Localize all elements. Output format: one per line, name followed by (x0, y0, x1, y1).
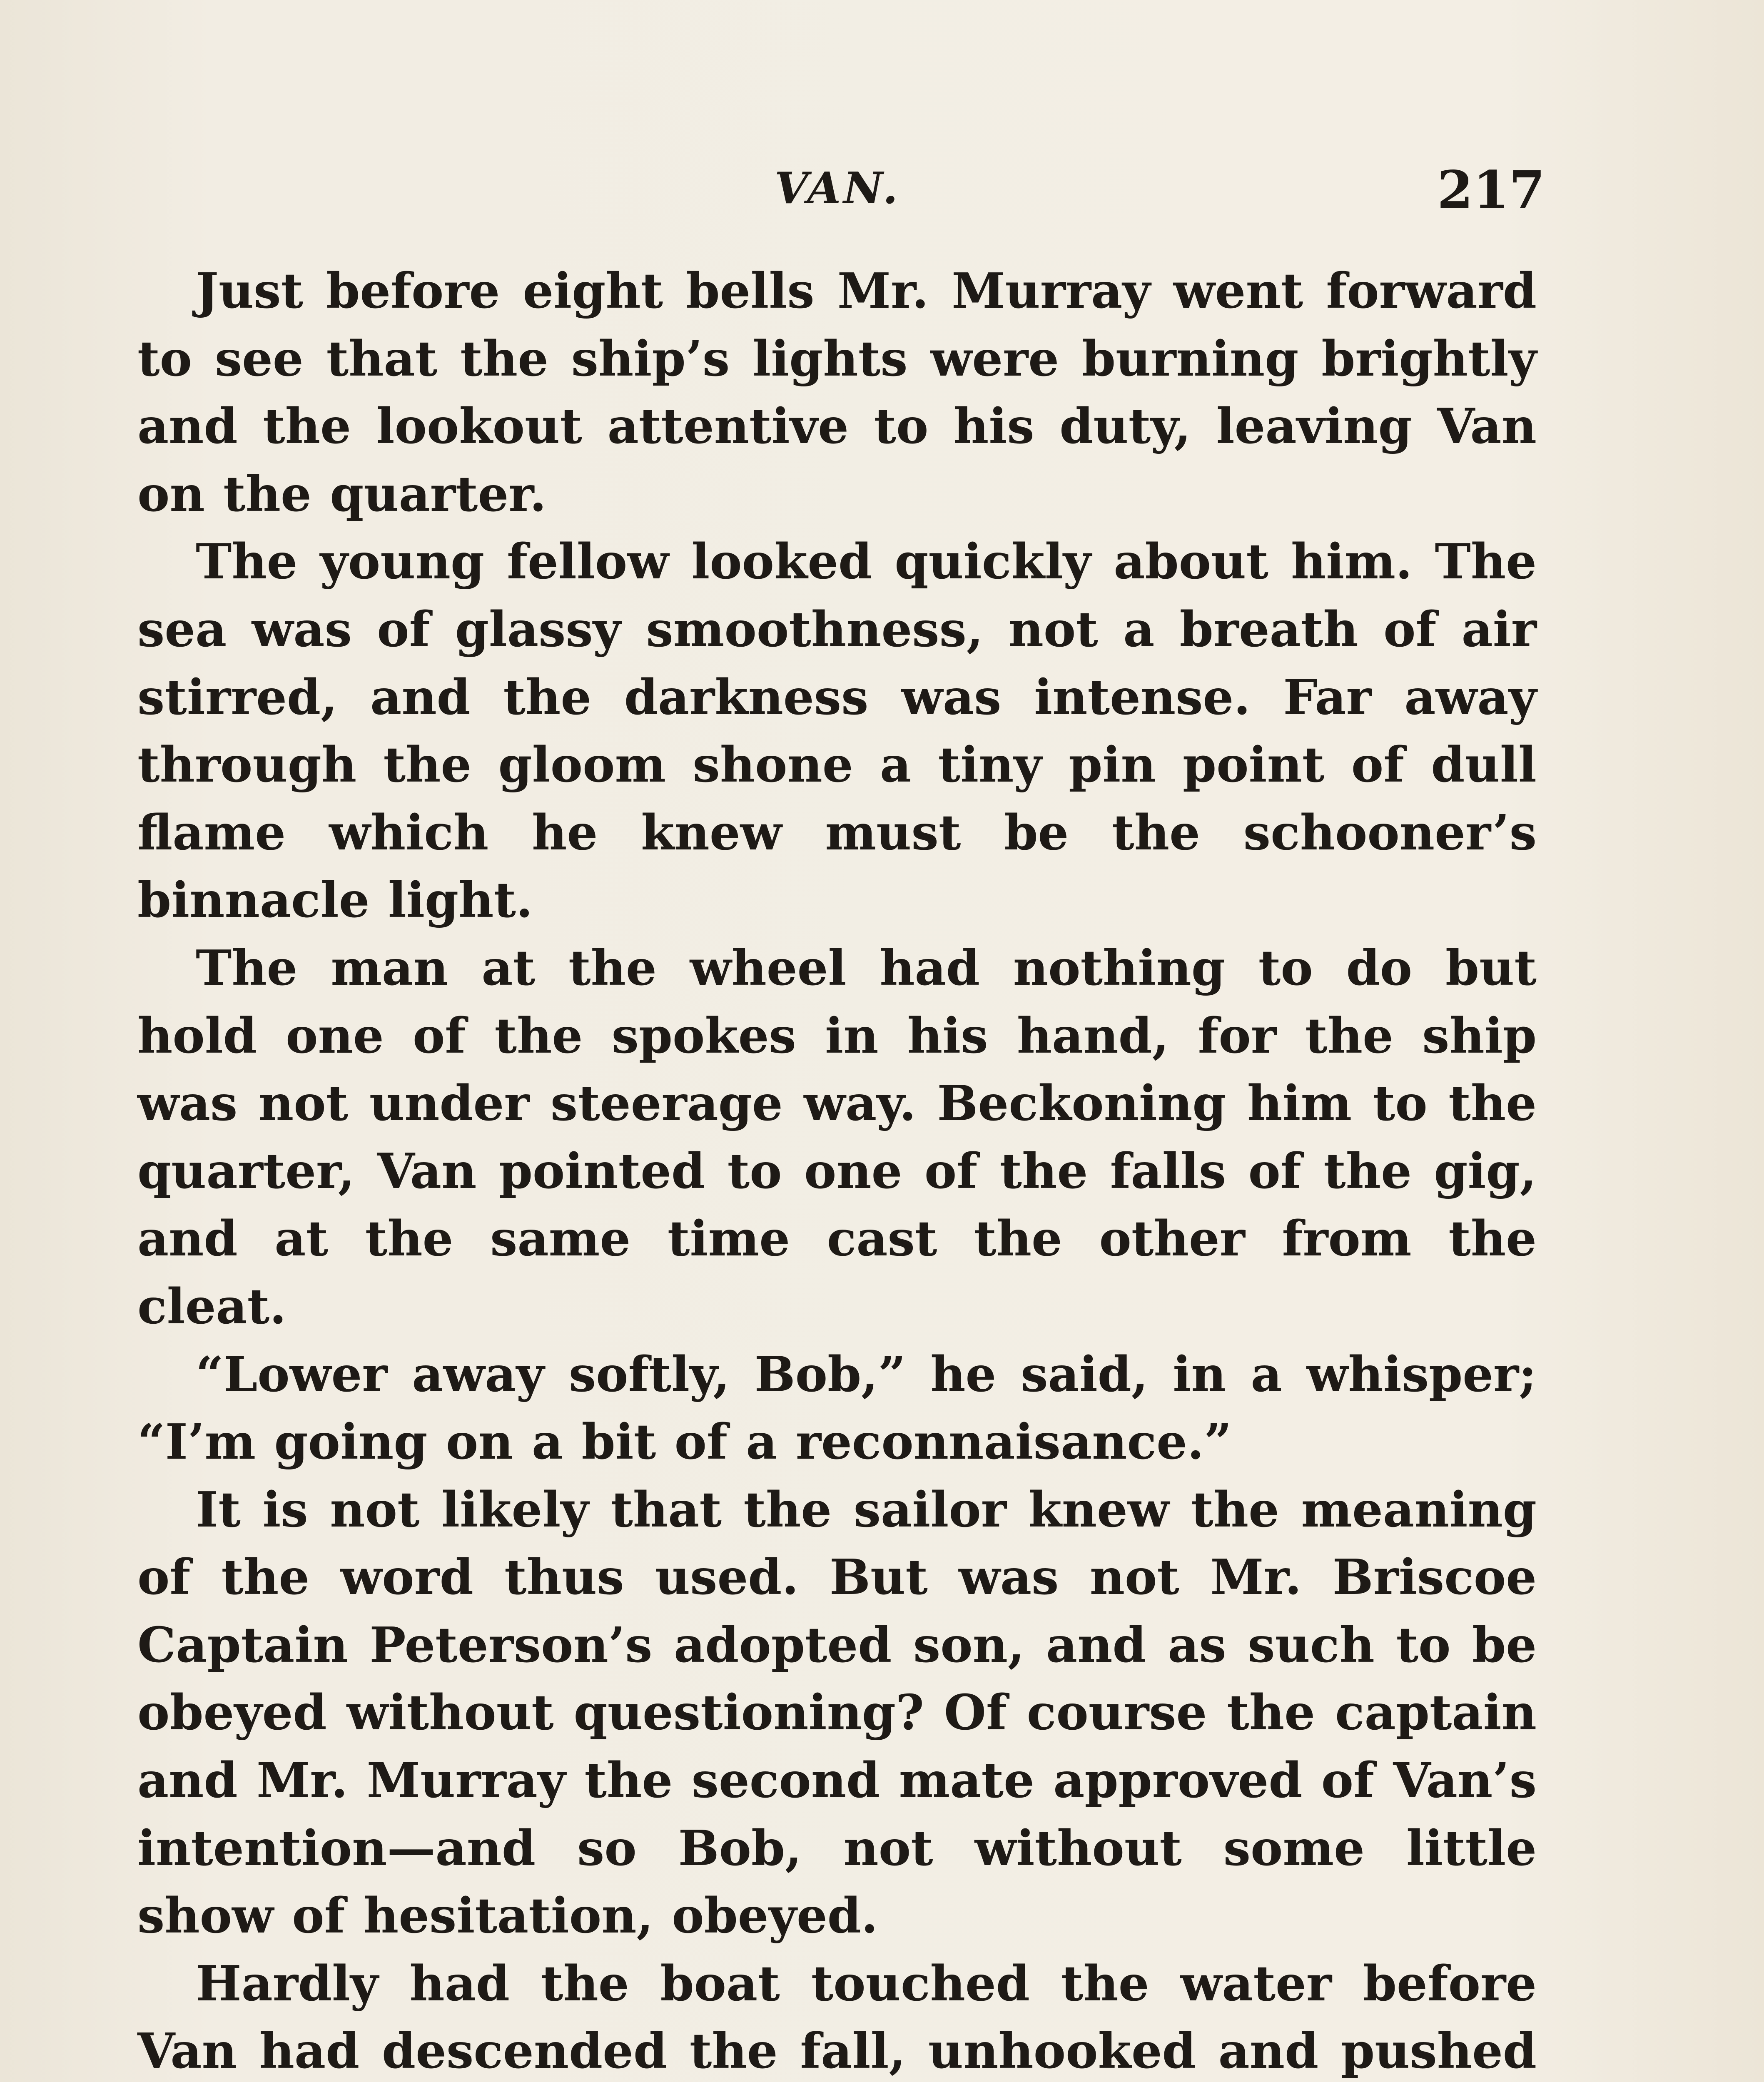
page-number: 217 (1437, 160, 1545, 220)
paragraph: Just before eight bells Mr. Murray went forward to see that the ship’s lights were burning brightly and the lookout attentive to his duty, leaving Van on the quarter. (137, 263, 1537, 523)
running-title: VAN. (775, 162, 900, 214)
paragraph: The young fellow looked quickly about him. The sea was of glassy smoothness, not a breath of air stirred, and the darkness was intense. Far away through the gloom shone a tiny pin point of dull flame which he knew must be the schooner’s binnacle light. (137, 533, 1537, 929)
paragraph: The man at the wheel had nothing to do but hold one of the spokes in his hand, for the ship was not under steerage way. Beckoning him to the quarter, Van pointed to one of the falls of the gig, and at the same time cast the other from the cleat. (137, 939, 1537, 1335)
body-text (137, 257, 1537, 2082)
paragraph: It is not likely that the sailor knew the meaning of the word thus used. But was not Mr. Briscoe Captain Peterson’s adopted son, and as such to be obeyed without questioning? Of course the captain and Mr. Murray the second mate approved of Van’s intention—and so Bob, not without some little show of hesitation, obeyed. (137, 1481, 1537, 1945)
paragraph: Hardly had the boat touched the water before Van had descended the fall, unhooked and pushed (137, 1955, 1537, 2080)
page-header (137, 158, 1545, 237)
paragraph: “Lower away softly, Bob,” he said, in a whisper; “I’m going on a bit of a reconnaisance.” (137, 1346, 1537, 1471)
